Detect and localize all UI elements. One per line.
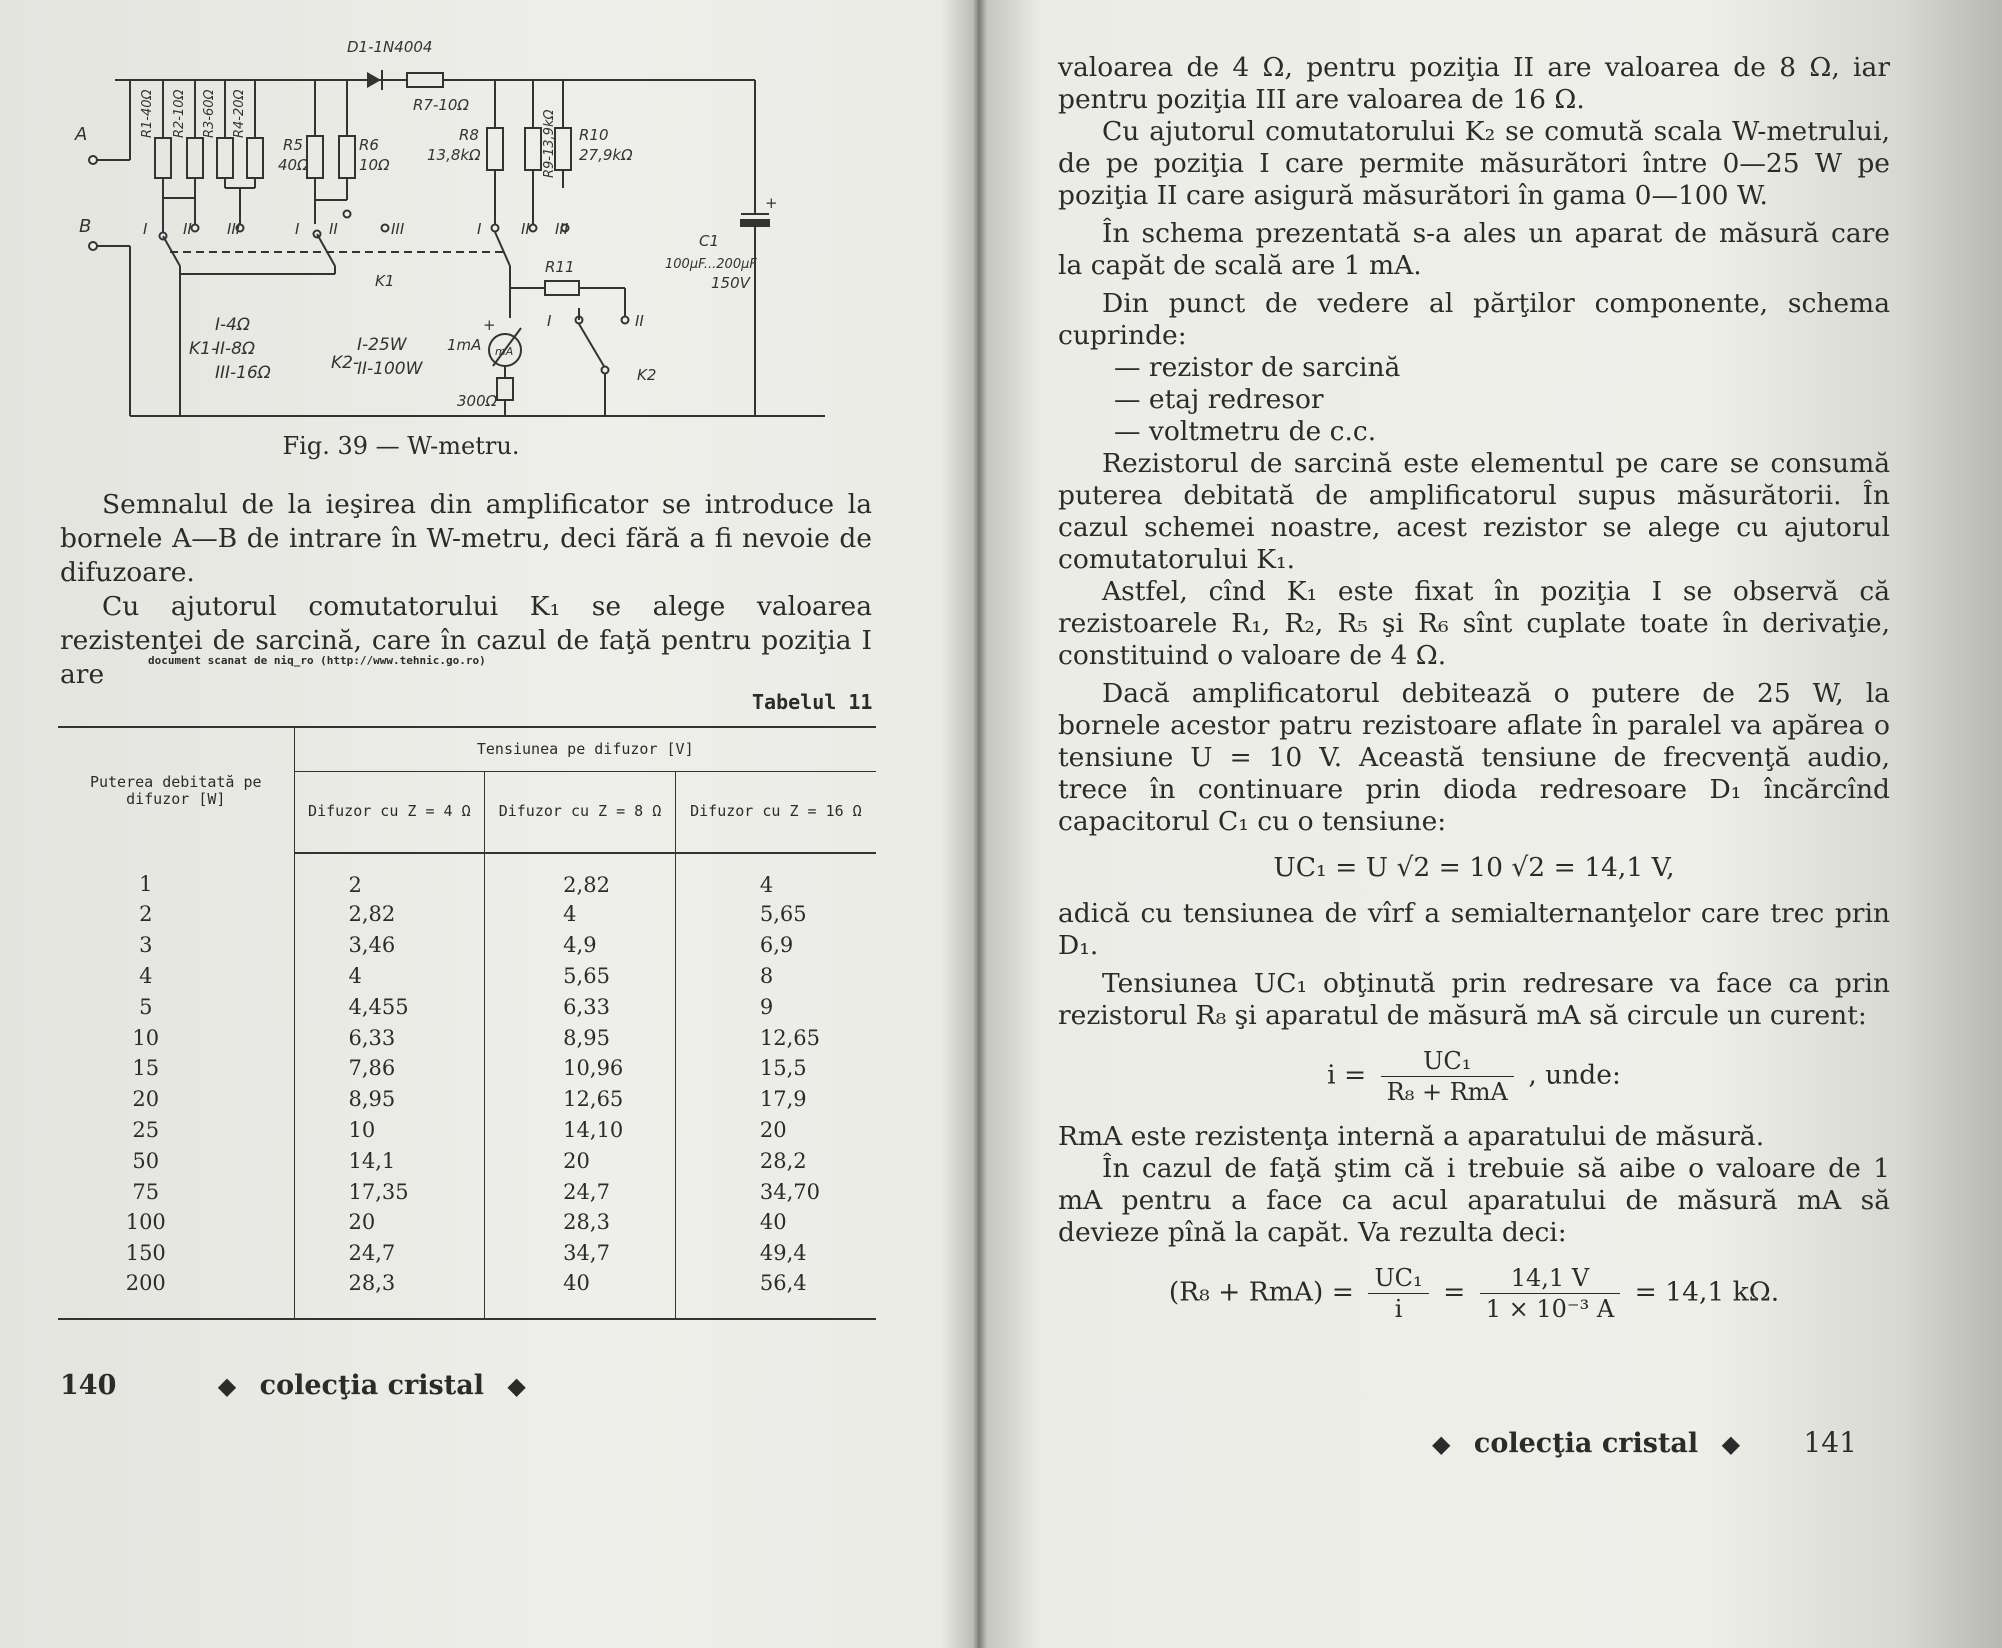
- formula-resistance-fraction-2: [1480, 1263, 1620, 1324]
- z8-cell: 12,65: [485, 1084, 676, 1115]
- circuit-diagram: [75, 28, 845, 428]
- k1-pos-iii-b: III: [391, 220, 405, 238]
- z8-cell: 40: [485, 1269, 676, 1319]
- table-row: [58, 930, 876, 961]
- z8-cell: 14,10: [485, 1115, 676, 1146]
- table-title: Tabelul 11: [752, 690, 873, 714]
- z8-cell: 2,82: [485, 853, 676, 899]
- header-voltage-group: Tensiunea pe difuzor [V]: [294, 727, 876, 771]
- power-cell: 75: [58, 1176, 294, 1207]
- left-page: [0, 0, 962, 1648]
- table-row: [58, 991, 876, 1022]
- power-cell: 5: [58, 991, 294, 1022]
- left-footer: [60, 1370, 540, 1401]
- right-paragraph-2: Cu ajutorul comutatorului K₂ se comută scala W-metrului, de pe poziţia I care permite măsurători între 0—25 W pe poziţia II care asigură măsurători în gama 0—100 W.: [1058, 116, 1890, 211]
- z16-cell: 34,70: [759, 1179, 820, 1204]
- r11-resistor: [545, 281, 579, 295]
- meter-plus: +: [483, 316, 496, 334]
- legend-k1-line2: II-8Ω: [215, 339, 255, 359]
- table-row: [58, 1053, 876, 1084]
- right-body-text: [1058, 52, 1890, 1338]
- z8-cell: 4: [485, 899, 676, 930]
- z8-cell: 20: [485, 1145, 676, 1176]
- z16-cell: 17,9: [759, 1087, 807, 1112]
- k2-pos-ii: II: [635, 312, 644, 330]
- fraction-denominator: 1 × 10⁻³ A: [1485, 1295, 1615, 1323]
- formula-current-tail: , unde:: [1528, 1059, 1621, 1091]
- scan-watermark: document scanat de niq_ro (http://www.tehnic.go.ro): [148, 654, 486, 667]
- z4-cell: 17,35: [294, 1176, 485, 1207]
- r2-label: R2-10Ω: [172, 89, 187, 138]
- diamond-icon: ◆: [1721, 1429, 1741, 1458]
- r8-label: R8: [459, 126, 479, 144]
- voltage-table: [58, 726, 876, 1320]
- right-paragraph-4: Din punct de vedere al părţilor componente, schema cuprinde:: [1058, 288, 1890, 351]
- fraction-denominator: i: [1394, 1295, 1403, 1323]
- table-row: [58, 1022, 876, 1053]
- z8-cell: 28,3: [485, 1207, 676, 1238]
- z16-cell: 6,9: [759, 933, 794, 958]
- k1-pos-iii-a: III: [227, 220, 241, 238]
- z4-cell: 4,455: [294, 991, 485, 1022]
- k1-pos-ii-a: II: [183, 220, 192, 238]
- right-paragraph-11: În cazul de faţă ştim că i trebuie să aibe o valoare de 1 mA pentru a face ca acul aparatului de măsură mA să devieze pînă la capăt. Va rezulta deci:: [1058, 1153, 1890, 1248]
- meter-symbol-label: mA: [495, 345, 514, 358]
- terminal-a: [89, 156, 97, 164]
- z4-cell: 3,46: [294, 930, 485, 961]
- r5-value: 40Ω: [278, 156, 309, 174]
- z16-cell: 28,2: [759, 1148, 807, 1173]
- k1-pos-ii-b: II: [329, 220, 338, 238]
- fraction-denominator: R₈ + RmA: [1386, 1078, 1508, 1106]
- z4-cell: 10: [294, 1115, 485, 1146]
- formula-uc1: UC₁ = U √2 = 10 √2 = 14,1 V,: [1273, 852, 1675, 883]
- series-name: colecţia cristal: [259, 1370, 484, 1401]
- r8-value: 13,8kΩ: [427, 146, 481, 164]
- list-item: — voltmetru de c.c.: [1114, 416, 1377, 447]
- meter-resistor-label: 300Ω: [457, 392, 498, 410]
- left-paragraph-2: Cu ajutorul comutatorului K₁ se alege valoarea rezistenţei de sarcină, care în cazul de faţă pentru poziţia I are: [60, 591, 872, 690]
- list-item: — rezistor de sarcină: [1114, 352, 1401, 383]
- diamond-icon: ◆: [1432, 1429, 1451, 1458]
- terminal-b: [89, 242, 97, 250]
- right-paragraph-3: În schema prezentată s-a ales un aparat de măsură care la capăt de scală are 1 mA.: [1058, 218, 1890, 281]
- z16-cell: 12,65: [759, 1025, 820, 1050]
- z4-cell: 28,3: [294, 1269, 485, 1319]
- switch-k2: [576, 288, 629, 416]
- r7-resistor: [407, 73, 443, 87]
- z16-cell: 49,4: [759, 1241, 807, 1266]
- power-cell: 2: [58, 899, 294, 930]
- table-body: [58, 853, 876, 1319]
- right-paragraph-10: RmA este rezistenţa internă a aparatului de măsură.: [1058, 1121, 1765, 1152]
- k2-label: K2: [637, 366, 657, 384]
- meter-resistor: [497, 378, 513, 400]
- z4-cell: 8,95: [294, 1084, 485, 1115]
- r4-label: R4-20Ω: [232, 89, 247, 138]
- fraction-numerator: UC₁: [1368, 1263, 1428, 1294]
- z16-cell: 5,65: [759, 902, 807, 927]
- table-row: [58, 1176, 876, 1207]
- figure-caption: [0, 432, 962, 460]
- z8-cell: 34,7: [485, 1238, 676, 1269]
- formula-resistance: [1058, 1263, 1890, 1324]
- r10-value: 27,9kΩ: [579, 146, 633, 164]
- formula-resistance-rhs: = 14,1 kΩ.: [1634, 1276, 1780, 1308]
- table-row: [58, 853, 876, 899]
- right-paragraph-9: Tensiunea UC₁ obţinută prin redresare va face ca prin rezistorul R₈ şi aparatul de măsură mA să circule un curent:: [1058, 968, 1890, 1031]
- k1-pos-i-a: I: [143, 220, 148, 238]
- r5-label: R5: [283, 136, 303, 154]
- formula-resistance-fraction-1: [1368, 1263, 1428, 1324]
- table-row: [58, 1115, 876, 1146]
- z8-cell: 10,96: [485, 1053, 676, 1084]
- table-row: [58, 1269, 876, 1319]
- c1-plus: +: [765, 194, 778, 212]
- z4-cell: 7,86: [294, 1053, 485, 1084]
- z16-cell: 8: [759, 963, 774, 988]
- formula-resistance-equals: =: [1443, 1276, 1466, 1308]
- figure-caption-text: Fig. 39 — W-metru.: [282, 432, 520, 460]
- z4-cell: 24,7: [294, 1238, 485, 1269]
- z8-cell: 4,9: [485, 930, 676, 961]
- legend-k1-line3: III-16Ω: [215, 363, 271, 383]
- series-name: colecţia cristal: [1473, 1428, 1699, 1459]
- r3-label: R3-60Ω: [202, 89, 217, 138]
- formula-current-lhs: i =: [1327, 1059, 1367, 1091]
- power-cell: 100: [58, 1207, 294, 1238]
- right-page-number: 141: [1803, 1426, 1857, 1459]
- power-cell: 10: [58, 1022, 294, 1053]
- r6-label: R6: [359, 136, 379, 154]
- left-page-number: 140: [60, 1370, 117, 1401]
- z4-cell: 2: [294, 853, 485, 899]
- z8-cell: 24,7: [485, 1176, 676, 1207]
- diamond-icon: ◆: [507, 1371, 526, 1400]
- r7-label: R7-10Ω: [413, 96, 469, 114]
- right-paragraph-5: Rezistorul de sarcină este elementul pe care se consumă puterea debitată de amplificatorul supus măsurătorii. În cazul schemei noastre, acest rezistor se alege cu ajutorul comutatorului K₁.: [1058, 448, 1890, 575]
- legend-k1-line1: I-4Ω: [215, 315, 250, 335]
- list-item: — etaj redresor: [1114, 384, 1324, 415]
- z4-cell: 20: [294, 1207, 485, 1238]
- z8-cell: 5,65: [485, 961, 676, 992]
- right-paragraph-7: Dacă amplificatorul debitează o putere de 25 W, la bornele acestor patru rezistoare aflate în paralel va apărea o tensiune U = 10 V. Această tensiune de frecvenţă audio, trece în continuare prin dioda redresoare D₁ încărcînd capacitorul C₁ cu o tensiune:: [1058, 678, 1890, 837]
- z4-cell: 2,82: [294, 899, 485, 930]
- k1-pos-ii-c: II: [521, 220, 530, 238]
- left-paragraph-1: Semnalul de la ieşirea din amplificator se introduce la bornele A—B de intrare în W-metru, deci fără a fi nevoie de difuzoare.: [60, 489, 872, 588]
- k1-pos-iii-c: III: [555, 220, 569, 238]
- z8-cell: 8,95: [485, 1022, 676, 1053]
- formula-resistance-lhs: (R₈ + RmA) =: [1168, 1276, 1354, 1308]
- table-row: [58, 1084, 876, 1115]
- right-footer: [1418, 1426, 1857, 1459]
- z16-cell: 4: [759, 872, 774, 897]
- header-power: Puterea debitată pe difuzor [W]: [58, 727, 294, 853]
- table-row: [58, 1238, 876, 1269]
- z16-cell: 15,5: [759, 1056, 807, 1081]
- table-row: [58, 1207, 876, 1238]
- legend-k2-line1: I-25W: [357, 335, 407, 355]
- r1-label: R1-40Ω: [140, 89, 155, 138]
- power-cell: 200: [58, 1269, 294, 1319]
- diamond-icon: ◆: [217, 1371, 237, 1400]
- terminal-b-label: B: [79, 216, 92, 237]
- table-row: [58, 899, 876, 930]
- legend-k2-line2: II-100W: [357, 359, 423, 379]
- formula-current: [1058, 1046, 1890, 1107]
- table-row: [58, 961, 876, 992]
- r6-value: 10Ω: [359, 156, 390, 174]
- header-z16: Difuzor cu Z = 16 Ω: [675, 771, 876, 853]
- meter-label: 1mA: [447, 336, 482, 354]
- diode-label: D1-1N4004: [347, 38, 433, 56]
- power-cell: 1: [58, 853, 294, 899]
- z16-cell: 40: [759, 1210, 787, 1235]
- c1-voltage: 150V: [711, 274, 750, 292]
- z4-cell: 14,1: [294, 1145, 485, 1176]
- k1-pos-i-b: I: [295, 220, 300, 238]
- power-cell: 4: [58, 961, 294, 992]
- right-paragraph-1: valoarea de 4 Ω, pentru poziţia II are valoarea de 8 Ω, iar pentru poziţia III are valoarea de 16 Ω.: [1058, 52, 1890, 115]
- power-cell: 3: [58, 930, 294, 961]
- terminal-a-label: A: [75, 124, 88, 145]
- r11-label: R11: [545, 258, 575, 276]
- c1-label: C1: [699, 232, 720, 250]
- legend-k1-prefix: K1-: [189, 339, 218, 359]
- r9-label: R9-13,9kΩ: [542, 109, 557, 178]
- z8-cell: 6,33: [485, 991, 676, 1022]
- k2-pos-i: I: [547, 312, 552, 330]
- right-paragraph-6: Astfel, cînd K₁ este fixat în poziţia I se observă că rezistoarele R₁, R₂, R₅ şi R₆ sînt cuplate toate în derivaţie, constituind o valoare de 4 Ω.: [1058, 576, 1890, 671]
- z16-cell: 9: [759, 994, 774, 1019]
- z4-cell: 4: [294, 961, 485, 992]
- power-cell: 50: [58, 1145, 294, 1176]
- c1-value: 100µF...200µF: [665, 257, 757, 272]
- z4-cell: 6,33: [294, 1022, 485, 1053]
- component-list: [1058, 352, 1890, 448]
- right-paragraph-8: adică cu tensiunea de vîrf a semialternanţelor care trec prin D₁.: [1058, 898, 1890, 961]
- legend-k2-prefix: K2-: [331, 353, 360, 373]
- power-cell: 15: [58, 1053, 294, 1084]
- z16-cell: 20: [759, 1117, 787, 1142]
- k1-pos-i-c: I: [477, 220, 482, 238]
- k1-label: K1: [375, 272, 395, 290]
- diode-symbol: [367, 72, 381, 88]
- fraction-numerator: 14,1 V: [1480, 1263, 1620, 1294]
- r10-label: R10: [579, 126, 609, 144]
- fraction-numerator: UC₁: [1381, 1046, 1514, 1077]
- power-cell: 25: [58, 1115, 294, 1146]
- z16-cell: 56,4: [759, 1271, 807, 1296]
- power-cell: 150: [58, 1238, 294, 1269]
- table-row: [58, 1145, 876, 1176]
- formula-current-fraction: [1381, 1046, 1514, 1107]
- header-z4: Difuzor cu Z = 4 Ω: [294, 771, 485, 853]
- power-cell: 20: [58, 1084, 294, 1115]
- header-z8: Difuzor cu Z = 8 Ω: [485, 771, 676, 853]
